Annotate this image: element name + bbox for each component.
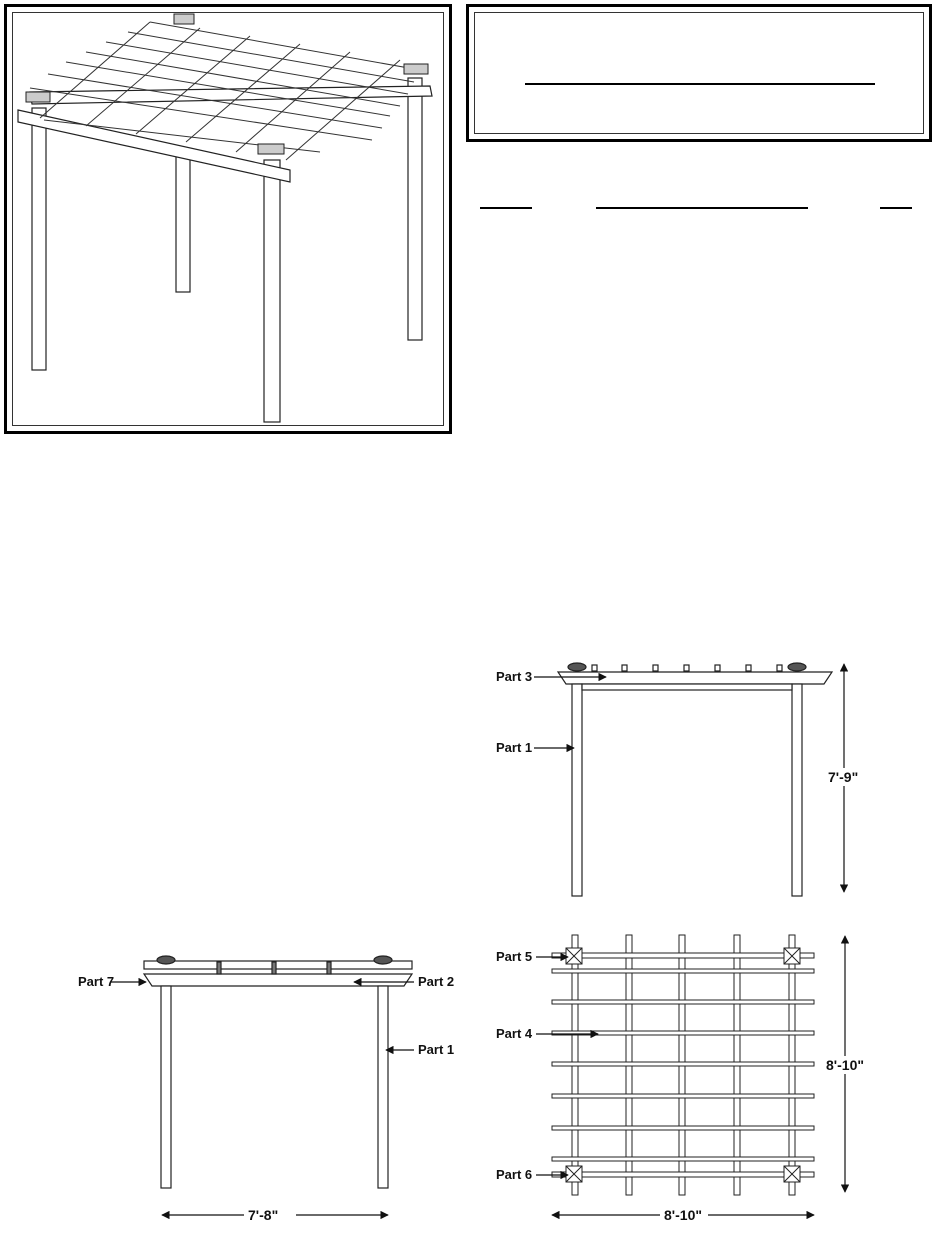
- front-cap-right: [788, 663, 806, 671]
- part-2-label: Part 2: [418, 974, 455, 989]
- part-6-label: Part 6: [496, 1167, 533, 1182]
- plan-rafter-last: [552, 1172, 814, 1177]
- side-cap-right: [374, 956, 392, 964]
- part-7-label: Part 7: [78, 974, 115, 989]
- front-elevation: [558, 663, 832, 896]
- front-top-beam: [558, 672, 832, 684]
- front-part-1-label: Part 1: [496, 740, 533, 755]
- plan-width-dimension-text: 8'-10": [664, 1207, 702, 1223]
- side-cap-left: [157, 956, 175, 964]
- part-5-label: Part 5: [496, 949, 533, 964]
- side-post-left: [161, 986, 171, 1188]
- plan-view: [552, 935, 814, 1195]
- plan-depth-dimension-text: 8'-10": [826, 1057, 864, 1073]
- part-3-label: Part 3: [496, 669, 533, 684]
- front-post-left: [572, 684, 582, 896]
- front-cap-left: [568, 663, 586, 671]
- front-header: [582, 684, 792, 690]
- part-4-label: Part 4: [496, 1026, 533, 1041]
- side-top-beam: [144, 974, 412, 986]
- side-top-rail: [144, 961, 412, 969]
- side-part-1-label: Part 1: [418, 1042, 455, 1057]
- side-width-dimension-text: 7'-8": [248, 1207, 279, 1223]
- side-elevation: [144, 956, 412, 1188]
- side-post-right: [378, 986, 388, 1188]
- height-dimension-text: 7'-9": [828, 769, 859, 785]
- plan-rafter-1: [552, 953, 814, 958]
- front-post-right: [792, 684, 802, 896]
